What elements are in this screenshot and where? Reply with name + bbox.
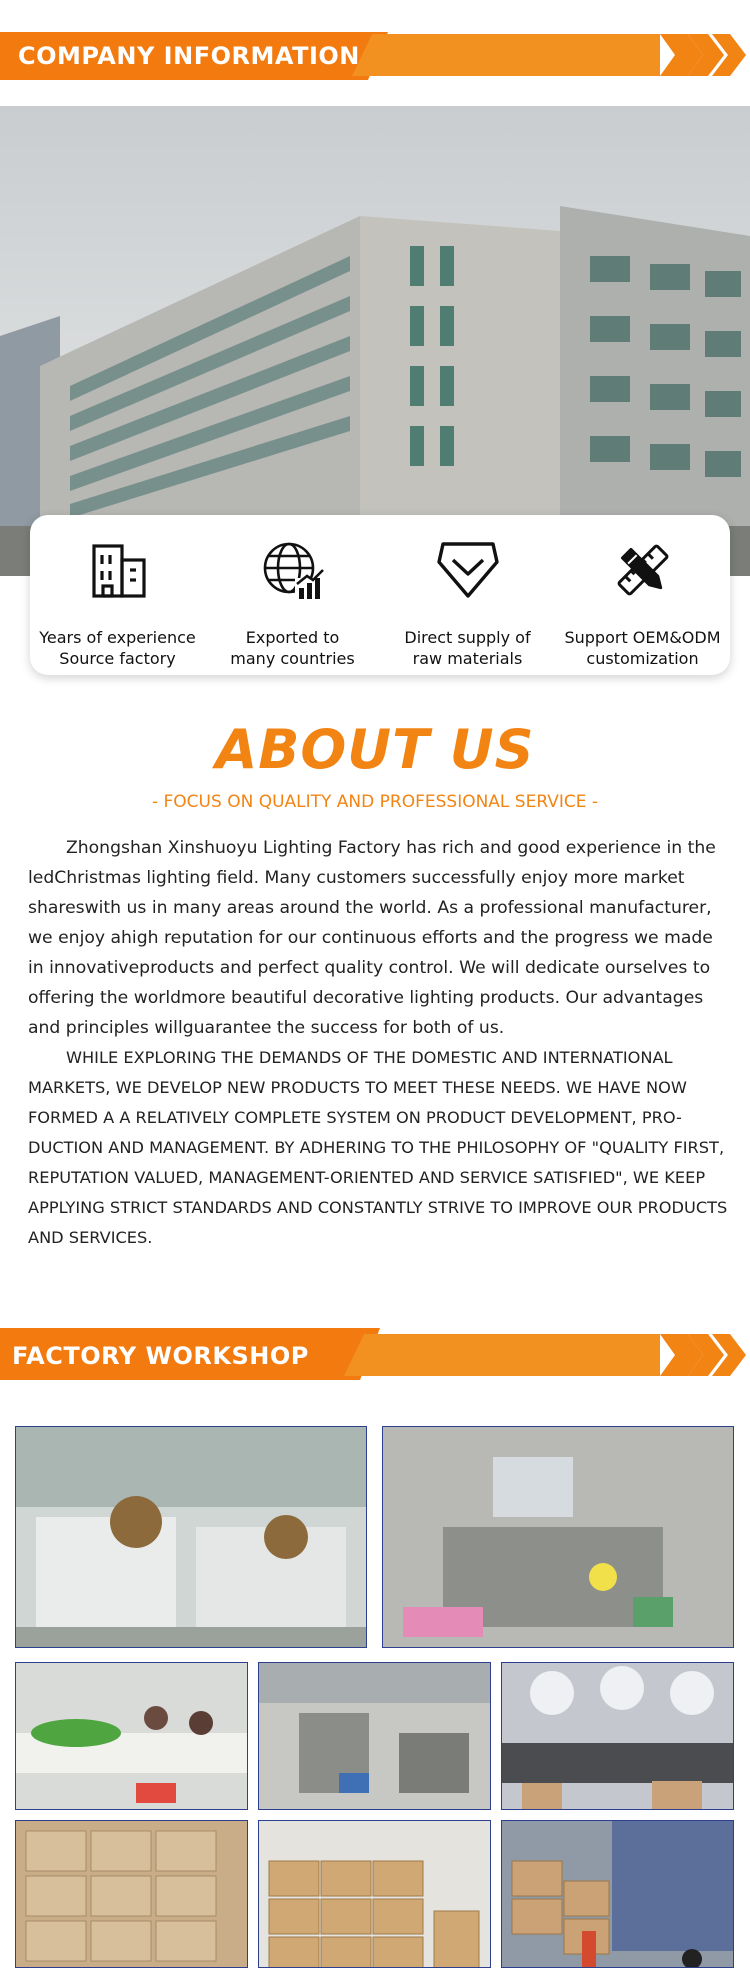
factory-building-photo [0,106,750,576]
features-card [30,515,730,675]
workshop-photo-5 [501,1662,734,1810]
feature-export [205,515,380,675]
workshop-photo-8 [501,1820,734,1968]
company-info-banner [0,24,750,84]
about-paragraph-2: WHILE EXPLORING THE DEMANDS OF THE DOMESTIC AND INTERNATIONAL MARKETS, WE DEVELOP NEW PRODUCTS TO MEET THESE NEEDS. WE HAVE NOW FORMED A A RELATIVELY COMPLETE SYSTEM ON PRODUCT DEVELOPMENT, PRO-DUCTION AND MANAGEMENT. BY ADHERING TO THE PHILOSOPHY OF "QUALITY FIRST, REPUTATION VALUED, MANAGEMENT-ORIENTED AND SERVICE SATISFIED", WE KEEP APPLYING STRICT STANDARDS AND CONSTANTLY STRIVE TO IMPROVE OUR PRODUCTS AND SERVICES. [28,1048,728,1247]
company-info-title: COMPANY INFORMATION [18,42,360,70]
workshop-photo-4 [258,1662,491,1810]
about-subtitle: - FOCUS ON QUALITY AND PROFESSIONAL SERVICE - [151,792,599,812]
globe-chart-icon [205,537,380,603]
feature-label: Exported to many countries [230,628,355,668]
pencil-ruler-icon [555,537,730,603]
feature-label: Years of experience Source factory [39,628,196,668]
workshop-photo-3 [15,1662,248,1810]
factory-workshop-banner [0,1324,750,1384]
feature-experience [30,515,205,675]
factory-workshop-title: FACTORY WORKSHOP [12,1342,309,1370]
feature-label: Direct supply of raw materials [404,628,531,668]
about-paragraph-1: Zhongshan Xinshuoyu Lighting Factory has rich and good experience in the ledChristmas lighting field. Many customers successfully enjoy more market shareswith us in many areas around the world. As a professional manufacturer, we enjoy ahigh reputation for our continuous efforts and the progress we made in innovativeproducts and perfect quality control. We will dedicate ourselves to offering the worldmore beautiful decorative lighting products. Our advantages and principles willguarantee the success for both of us. [28,838,716,1038]
workshop-photo-1 [15,1426,367,1648]
about-body [28,833,728,1253]
about-title: ABOUT US [215,718,535,781]
workshop-photo-7 [258,1820,491,1968]
feature-supply [380,515,555,675]
diamond-icon [380,537,555,603]
workshop-photo-6 [15,1820,248,1968]
feature-label: Support OEM&ODM customization [564,628,721,668]
feature-oem [555,515,730,675]
building-icon [30,537,205,603]
workshop-photo-2 [382,1426,734,1648]
